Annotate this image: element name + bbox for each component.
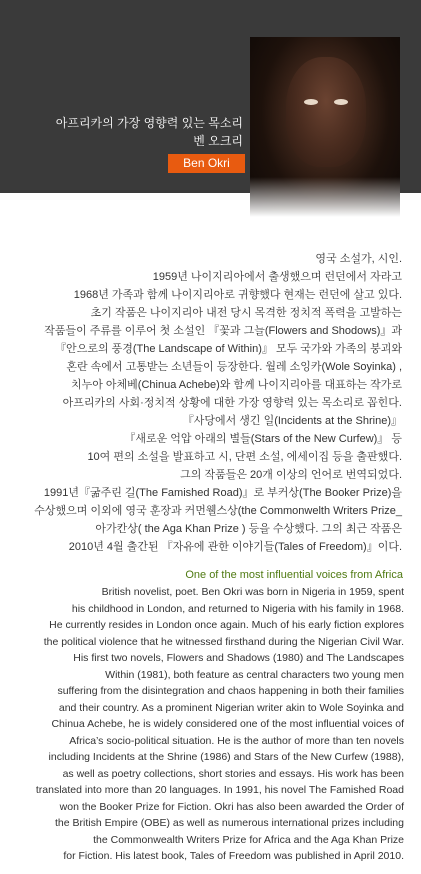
headline [0,114,243,150]
portrait-eye-left [304,99,318,105]
english-line: and their country. As a prominent Nigerian writer akin to Wole Soyinka and [58,701,404,714]
author-portrait [250,37,400,217]
portrait-face [286,57,366,167]
english-line: Africa’s socio-political situation. He is the author of more than ten novels [69,734,404,747]
headline-line-1: 아프리카의 가장 영향력 있는 목소리 [55,116,243,130]
korean-line: 10여 편의 소설을 발표하고 시, 단편 소설, 에세이집 등을 출판했다. [87,451,402,463]
english-line: as well as poetry collections, short stories and essays. His work has been [62,767,404,780]
english-line: translated into more than 20 languages. In 1991, his novel The Famished Road [35,784,404,796]
korean-line: 초기 작품은 나이지리아 내전 당시 목격한 정치적 폭력을 고발하는 [90,307,402,319]
english-line: the Commonwealth Writers Prize for Africa and the Aga Khan Prize [93,833,404,846]
english-bio [0,584,404,865]
korean-line: 그의 작품들은 20개 이상의 언어로 번역되었다. [180,469,402,481]
korean-line: 아가칸상( the Aga Khan Prize ) 등을 수상했다. 그의 최근 작품은 [95,523,402,535]
name-tag: Ben Okri [168,154,245,173]
english-line: suffering from the disintegration and chaos happening in both their families [57,685,404,697]
english-line: Within (1981), both feature as central characters two young men [105,668,404,681]
korean-line: 『안으로의 풍경(The Landscape of Within)』 모두 국가와 가족의 붕괴와 [55,343,402,355]
korean-line: 수상했으며 이외에 영국 훈장과 커먼웰스상(the Commonwelth Writers Prize_ [34,505,402,517]
korean-line: 혼란 속에서 고통받는 소년들이 등장한다. 월레 소잉카(Wole Soyinka) , [66,361,402,373]
korean-line: 1968년 가족과 함께 나이지리아로 귀향했다 현재는 런던에 살고 있다. [73,289,402,301]
korean-line: 아프리카의 사회·정치적 상황에 대한 가장 영향력 있는 목소리로 꼽힌다. [62,397,402,409]
english-line: for Fiction. His latest book, Tales of Freedom was published in April 2010. [63,850,404,862]
korean-bio [0,250,402,556]
english-line: His first two novels, Flowers and Shadows (1980) and The Landscapes [73,652,404,664]
korean-line: 『사당에서 생긴 일(Incidents at the Shrine)』 [182,415,402,427]
english-line: He currently resides in London once again. Much of his early fiction explores [49,619,404,631]
headline-line-2: 벤 오크리 [193,134,243,148]
korean-line: 2010년 4월 출간된 『자유에 관한 이야기들(Tales of Freedom)』이다. [68,541,402,553]
english-line: his childhood in London, and returned to Nigeria with his family in 1968. [71,602,404,615]
korean-line: 치누아 아체베(Chinua Achebe)와 함께 나이지리아를 대표하는 작가로 [71,379,402,391]
english-line: including Incidents at the Shrine (1986) and Stars of the New Curfew (1988), [48,751,404,763]
korean-line: 『새로운 억압 아래의 별들(Stars of the New Curfew)』 등 [124,433,402,445]
english-title: One of the most influential voices from Africa [185,569,403,581]
korean-line: 작품들이 주류를 이루어 첫 소설인 『꽃과 그늘(Flowers and Shodows)』과 [44,325,402,337]
korean-line: 1991년『굶주린 길(The Famished Road)』로 부커상(The Booker Prize)을 [43,487,402,499]
korean-line: 1959년 나이지리아에서 출생했으며 런던에서 자라고 [152,271,402,283]
english-line: British novelist, poet. Ben Okri was born in Nigeria in 1959, spent [101,586,404,598]
english-line: Chinua Achebe, he is widely considered one of the most influential voices of [51,718,404,730]
portrait-eye-right [334,99,348,105]
english-line: the British Empire (OBE) as well as numerous international prizes including [55,817,404,829]
portrait-fade [250,177,400,217]
english-line: won the Booker Prize for Fiction. Okri has also been awarded the Order of [59,800,404,813]
korean-line: 영국 소설가, 시인. [315,253,402,265]
english-line: the political violence that he witnessed firsthand during the Nigerian Civil War. [43,635,404,648]
